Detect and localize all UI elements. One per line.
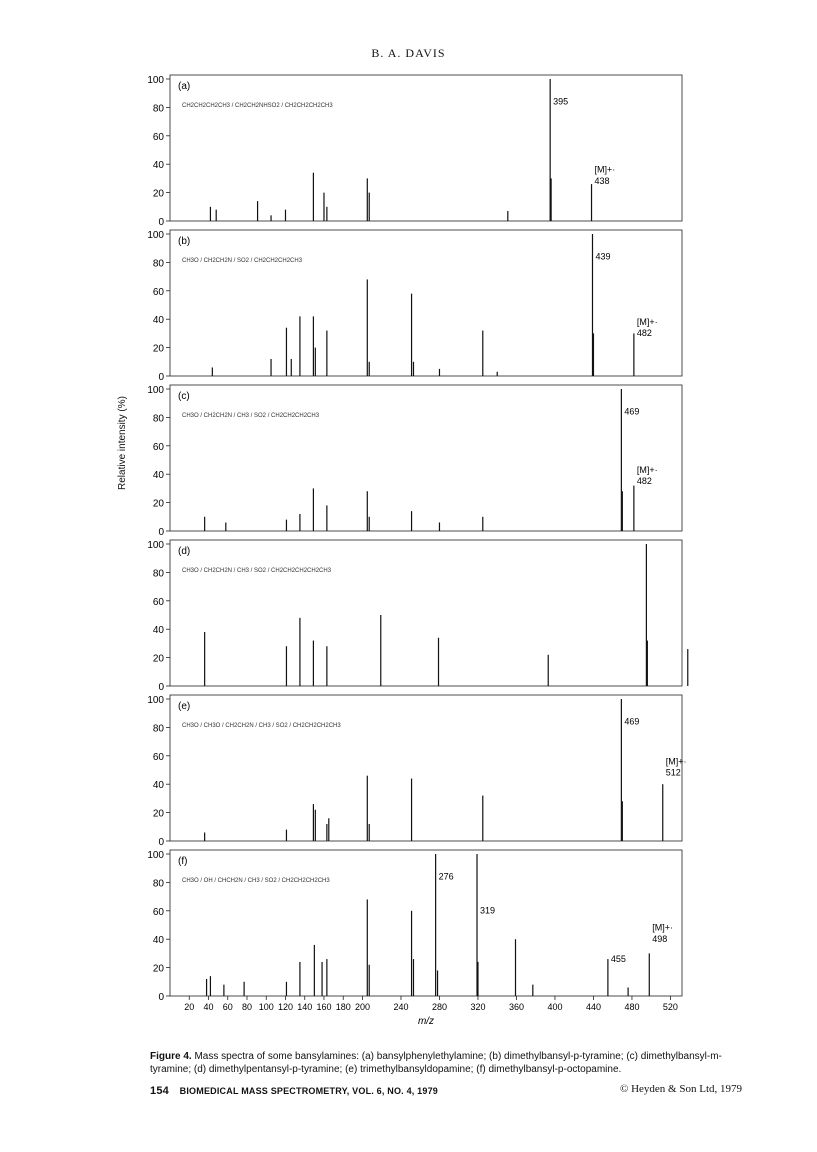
y-tick-label: 20 [152,498,164,510]
panel-label: (a) [178,81,191,92]
panel-label: (b) [178,236,191,247]
caption-label: Figure 4. [150,1051,192,1062]
y-tick-label: 60 [152,751,164,763]
y-tick-label: 0 [158,992,164,1003]
peak-label: 455 [610,953,626,964]
x-tick-label: 400 [547,1002,563,1012]
x-tick-label: 160 [316,1002,332,1012]
y-tick-label: 60 [152,596,164,608]
panel-label: (d) [178,546,191,557]
panel-label: (f) [178,856,188,867]
y-tick-label: 80 [152,103,164,115]
spectrum-panel-3 [147,540,687,693]
y-tick-label: 20 [152,188,164,200]
peak-label: 319 [480,905,496,916]
peak-label: 276 [438,871,454,882]
y-tick-label: 60 [152,286,164,298]
y-tick-label: 100 [147,230,164,241]
y-tick-label: 40 [152,625,164,637]
peak-label: 482 [636,476,652,487]
caption-text: Mass spectra of some bansylamines: (a) bansylphenylethylamine; (b) dimethylbansyl-p-tyramine; (c) dimethylbansyl-m-tyramine; (d) dimethylpentansyl-p-tyramine; (e) trimethylbansyldopamine; (f) dimethylbansyl-p-octopamine. [150,1051,722,1075]
spectrum-panel-5 [147,850,682,1027]
y-tick-label: 0 [158,372,164,383]
y-tick-label: 0 [158,527,164,538]
y-tick-label: 60 [152,441,164,453]
y-tick-label: 20 [152,963,164,975]
peak-label: [M]+· [652,922,674,933]
peak-label: 469 [624,406,640,417]
structure-label: CH3O / CH2CH2N / SO2 / CH2CH2CH2CH3 [182,258,303,264]
panel-frame [170,385,682,531]
peak-label: 498 [652,934,668,945]
panel-label: (e) [178,701,191,712]
panel-frame [170,540,682,686]
y-tick-label: 40 [152,935,164,947]
copyright-notice: © Heyden & Son Ltd, 1979 [619,1083,742,1095]
y-tick-label: 20 [152,653,164,665]
y-tick-label: 100 [147,540,164,551]
page-number: 154 [150,1085,169,1097]
y-tick-label: 20 [152,808,164,820]
structure-label: CH3O / CH3O / CH2CH2N / CH3 / SO2 / CH2CH2CH2CH3 [182,723,341,729]
x-tick-label: 40 [203,1002,214,1012]
peak-label: 438 [594,176,610,187]
structure-label: CH3O / OH / CHCH2N / CH3 / SO2 / CH2CH2CH2CH3 [182,878,330,884]
y-tick-label: 80 [152,568,164,580]
y-tick-label: 40 [152,470,164,482]
x-tick-label: 20 [184,1002,195,1012]
structure-label: CH3O / CH2CH2N / CH3 / SO2 / CH2CH2CH2CH2CH3 [182,568,332,574]
y-tick-label: 80 [152,413,164,425]
x-tick-label: 60 [222,1002,233,1012]
peak-label: [M]+· [636,464,658,475]
y-tick-label: 80 [152,878,164,890]
x-tick-label: 180 [335,1002,351,1012]
y-axis-title: Relative intensity (%) [117,396,128,490]
x-tick-label: 440 [585,1002,601,1012]
x-tick-label: 520 [662,1002,678,1012]
structure-label: CH2CH2CH2CH3 / CH2CH2NHSO2 / CH2CH2CH2CH3 [182,103,333,109]
page-header-author: B. A. DAVIS [371,46,446,60]
peak-label: [M]+· [665,756,687,767]
peak-label: 512 [665,767,681,778]
y-tick-label: 100 [147,850,164,861]
panel-frame [170,695,682,841]
peak-label: 469 [624,716,640,727]
y-tick-label: 40 [152,160,164,172]
y-tick-label: 0 [158,837,164,848]
y-tick-label: 0 [158,682,164,693]
peak-label: [M]+· [594,164,616,175]
x-tick-label: 200 [354,1002,370,1012]
x-tick-label: 480 [624,1002,640,1012]
x-tick-label: 280 [431,1002,447,1012]
journal-name: BIOMEDICAL MASS SPECTROMETRY, VOL. 6, NO. 4, 1979 [179,1086,439,1096]
y-tick-label: 40 [152,315,164,327]
x-tick-label: 140 [297,1002,313,1012]
y-tick-label: 60 [152,131,164,143]
peak-label: 395 [553,96,569,107]
journal-footer [150,1085,438,1097]
y-tick-label: 20 [152,343,164,355]
x-tick-label: 120 [277,1002,294,1012]
y-tick-label: 100 [147,695,164,706]
structure-label: CH3O / CH2CH2N / CH3 / SO2 / CH2CH2CH2CH3 [182,413,320,419]
peak-label: 482 [636,328,652,339]
spectrum-panel-4 [147,695,686,848]
y-tick-label: 100 [147,385,164,396]
peak-label: [M]+· [636,316,658,327]
x-tick-label: 100 [258,1002,274,1012]
spectrum-panel-1 [147,230,682,383]
figure-caption [150,1050,750,1076]
x-axis-title: m/z [417,1016,435,1027]
y-tick-label: 100 [147,75,164,86]
y-tick-label: 60 [152,906,164,918]
panel-label: (c) [178,391,190,402]
y-tick-label: 80 [152,723,164,735]
panel-frame [170,75,682,221]
y-tick-label: 40 [152,780,164,792]
x-tick-label: 80 [241,1002,253,1012]
spectrum-panel-0 [147,75,682,228]
spectrum-panel-2 [147,385,682,538]
x-tick-label: 360 [508,1002,524,1012]
y-tick-label: 80 [152,258,164,270]
y-tick-label: 0 [158,217,164,228]
peak-label: 439 [595,251,611,262]
x-tick-label: 240 [393,1002,409,1012]
panel-frame [170,850,682,996]
x-tick-label: 320 [470,1002,486,1012]
